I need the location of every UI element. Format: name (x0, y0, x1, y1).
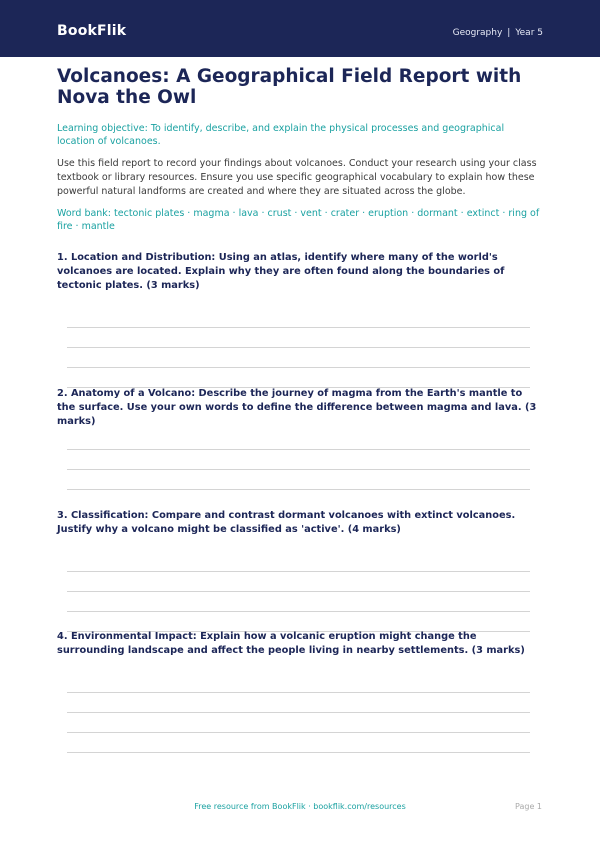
question-prompt: 3. Classification: Compare and contrast dormant volcanoes with extinct volcanoes. Justify why a volcano might be classified as 'active'. (4 marks) (57, 510, 516, 535)
answer-line[interactable] (67, 611, 530, 612)
question-prompt: 2. Anatomy of a Volcano: Describe the journey of magma from the Earth's mantle to the surface. Use your own words to define the difference between magma and lava. (3 marks) (57, 388, 537, 427)
intro-paragraph: Use this field report to record your findings about volcanoes. Conduct your research using your class textbook or library resources. Ensure you use specific geographical vocabulary to explain how these powerful natural landforms are created and where they are situated across the globe. (57, 158, 537, 197)
answer-line[interactable] (67, 327, 530, 328)
word-bank: Word bank: tectonic plates · magma · lava · crust · vent · crater · eruption · dormant · extinct · ring of fire · mantle (57, 208, 540, 232)
header-separator: | (507, 28, 511, 38)
learning-objective: Learning objective: To identify, describe, and explain the physical processes and geographical location of volcanoes. (57, 123, 505, 147)
brand-logo: BookFlik (57, 23, 127, 39)
answer-line[interactable] (67, 367, 530, 368)
answer-line[interactable] (67, 449, 530, 450)
question-3 (57, 509, 543, 619)
year-label: Year 5 (515, 28, 543, 38)
subject-label: Geography (452, 28, 503, 38)
page-title: Volcanoes: A Geographical Field Report with Nova the Owl (57, 66, 522, 108)
page-number: Page 1 (515, 802, 542, 811)
header-meta (453, 28, 543, 38)
answer-line[interactable] (67, 732, 530, 733)
answer-line[interactable] (67, 571, 530, 572)
question-prompt: 1. Location and Distribution: Using an atlas, identify where many of the world's volcanoes are located. Explain why they are often found along the boundaries of tectonic plates. (3 marks) (57, 252, 505, 291)
answer-line[interactable] (67, 347, 530, 348)
answer-line[interactable] (67, 489, 530, 490)
answer-line[interactable] (67, 692, 530, 693)
question-prompt: 4. Environmental Impact: Explain how a volcanic eruption might change the surrounding landscape and affect the people living in nearby settlements. (3 marks) (57, 631, 525, 656)
question-2 (57, 387, 543, 497)
question-4 (57, 630, 543, 760)
footer-link[interactable]: Free resource from BookFlik · bookflik.com/resources (194, 802, 406, 811)
answer-line[interactable] (67, 712, 530, 713)
answer-line[interactable] (67, 469, 530, 470)
answer-line[interactable] (67, 591, 530, 592)
question-1 (57, 251, 543, 391)
answer-line[interactable] (67, 752, 530, 753)
header-bar (0, 0, 600, 57)
